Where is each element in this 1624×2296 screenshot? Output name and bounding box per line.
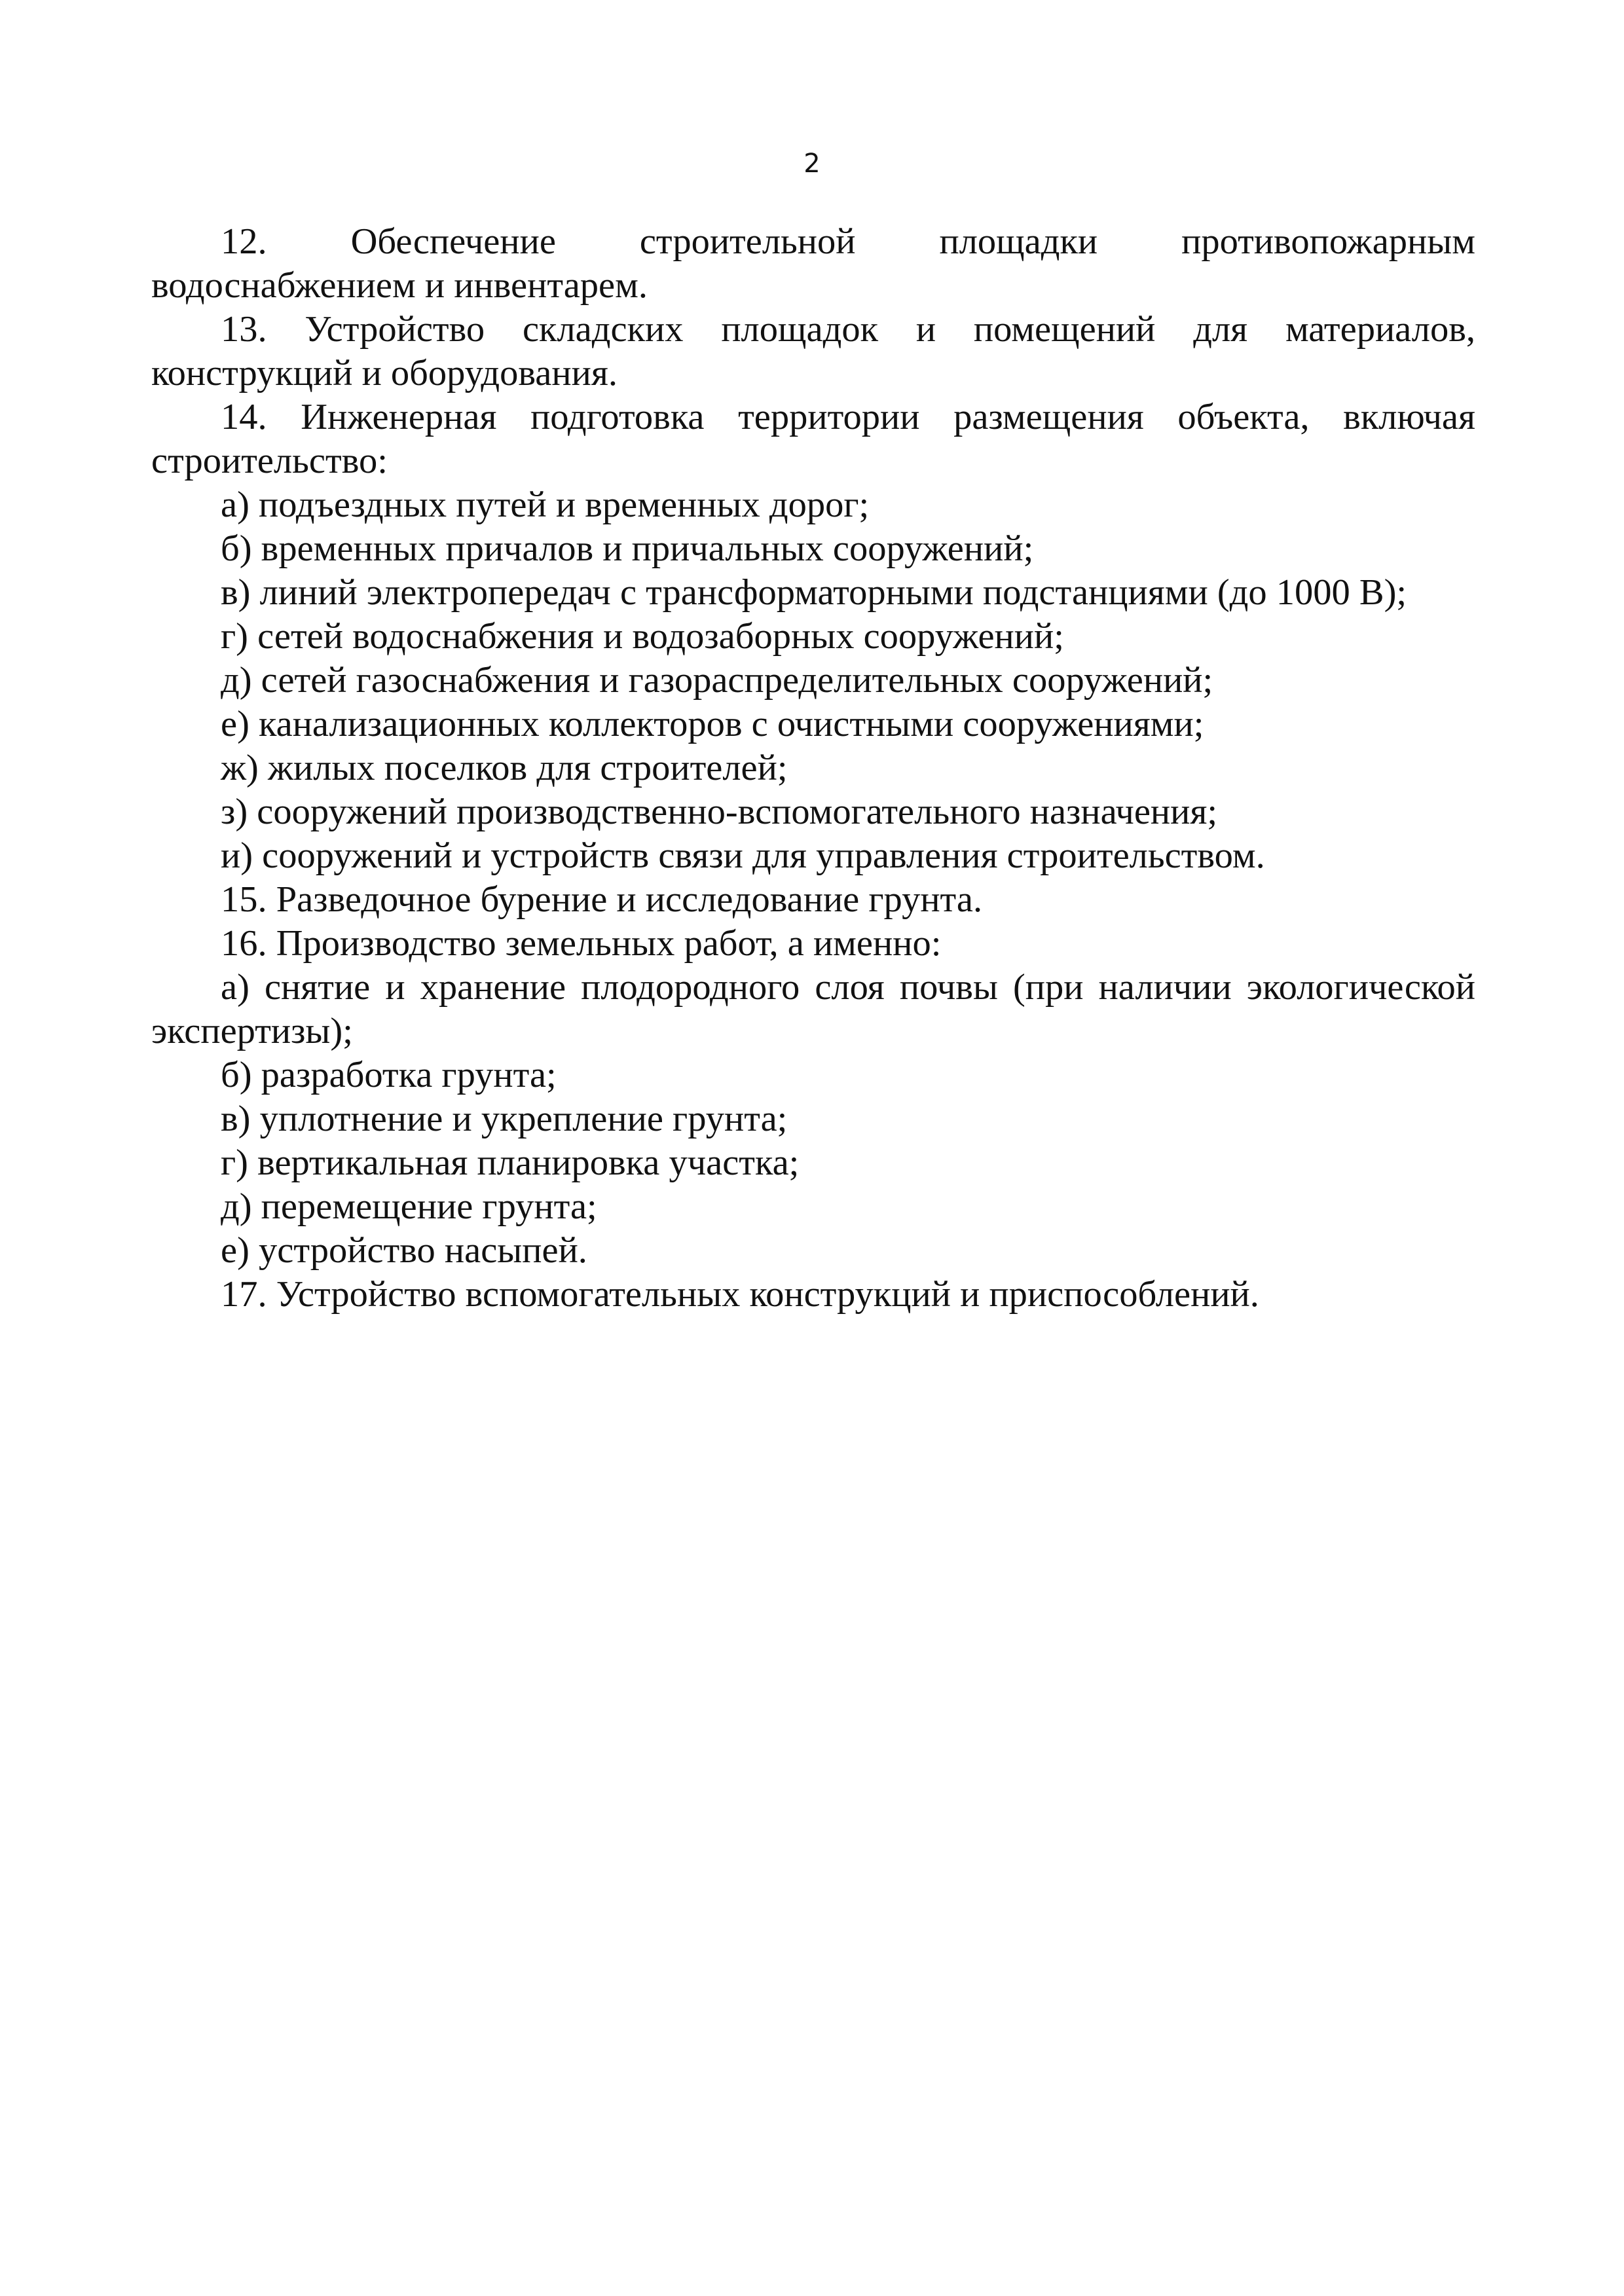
list-item: ж) жилых поселков для строителей;: [221, 748, 788, 788]
list-item: а) подъездных путей и временных дорог;: [221, 484, 870, 525]
paragraph-16: 16. Производство земельных работ, а именно:: [221, 923, 942, 964]
document-body: [151, 220, 1475, 1317]
paragraph-13-line-1: 13. Устройство складских площадок и помещений для материалов,: [221, 309, 1475, 350]
list-item: д) перемещение грунта;: [221, 1186, 597, 1227]
list-item-a-line-1: а) снятие и хранение плодородного слоя почвы (при наличии экологической: [221, 967, 1475, 1008]
list-item: е) канализационных коллекторов с очистными сооружениями;: [221, 704, 1204, 744]
paragraph-13-line-2: конструкций и оборудования.: [151, 353, 618, 393]
list-item: е) устройство насыпей.: [221, 1230, 587, 1271]
list-item: б) временных причалов и причальных сооружений;: [221, 528, 1034, 569]
list-item: г) сетей водоснабжения и водозаборных сооружений;: [221, 616, 1064, 657]
word: противопожарным: [1181, 221, 1475, 262]
list-item: г) вертикальная планировка участка;: [221, 1142, 800, 1183]
paragraph-14-line-1: 14. Инженерная подготовка территории размещения объекта, включая: [221, 397, 1475, 437]
list-item-a-line-2: экспертизы);: [151, 1011, 353, 1051]
list-item: б) разработка грунта;: [221, 1055, 557, 1095]
list-item: в) уплотнение и укрепление грунта;: [221, 1099, 788, 1139]
list-item: з) сооружений производственно-вспомогательного назначения;: [221, 792, 1218, 832]
word: строительной: [639, 221, 856, 262]
list-item: д) сетей газоснабжения и газораспределительных сооружений;: [221, 660, 1213, 701]
paragraph-12-line-1: [151, 220, 1475, 264]
paragraph-12-line-2: водоснабжением и инвентарем.: [151, 265, 648, 306]
paragraph-14-line-2: строительство:: [151, 441, 388, 481]
list-item: и) сооружений и устройств связи для управления строительством.: [221, 835, 1265, 876]
page-number: 2: [803, 149, 821, 179]
word: Обеспечение: [350, 221, 556, 262]
word: 12.: [221, 221, 267, 262]
paragraph-17: 17. Устройство вспомогательных конструкций и приспособлений.: [221, 1274, 1259, 1315]
list-item: в) линий электропередач с трансформаторными подстанциями (до 1000 В);: [221, 572, 1407, 613]
paragraph-15: 15. Разведочное бурение и исследование грунта.: [221, 879, 983, 920]
word: площадки: [939, 221, 1098, 262]
